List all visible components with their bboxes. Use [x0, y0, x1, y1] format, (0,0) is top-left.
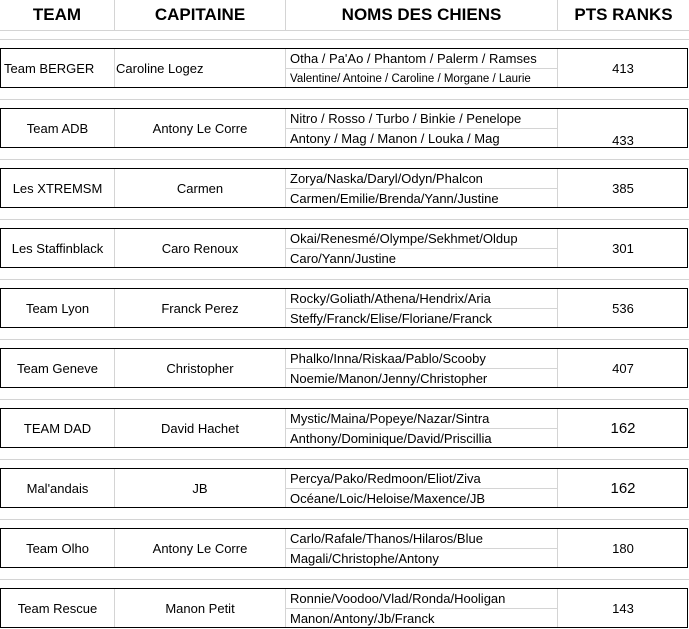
dog-names: Percya/Pako/Redmoon/Eliot/Ziva [290, 471, 481, 486]
handler-names: Caro/Yann/Justine [290, 251, 396, 266]
dog-names: Zorya/Naska/Daryl/Odyn/Phalcon [290, 171, 483, 186]
team-row [0, 228, 688, 268]
points-value: 180 [612, 540, 634, 556]
row-gap-line [0, 399, 689, 400]
captain-name: Antony Le Corre [152, 540, 248, 556]
captain-name: Christopher [166, 360, 234, 376]
handler-names: Steffy/Franck/Elise/Floriane/Franck [290, 311, 493, 326]
points-value: 407 [612, 360, 634, 376]
team-name: Team Geneve [17, 360, 98, 376]
team-name: Team Olho [26, 540, 89, 556]
captain-name: Franck Perez [161, 300, 239, 316]
row-gap-line [0, 99, 689, 100]
dog-names: Nitro / Rosso / Turbo / Binkie / Penelope [290, 111, 522, 126]
captain-name: Caroline Logez [116, 60, 204, 76]
row-gap-line [0, 39, 689, 40]
row-gap-line [0, 519, 689, 520]
handler-names: Carmen/Emilie/Brenda/Yann/Justine [290, 191, 499, 206]
captain-name: Antony Le Corre [152, 120, 248, 136]
team-row [0, 348, 688, 388]
handler-names: Anthony/Dominique/David/Priscillia [290, 431, 492, 446]
captain-name: Carmen [176, 180, 224, 196]
team-row [0, 408, 688, 448]
handler-names: Antony / Mag / Manon / Louka / Mag [290, 131, 500, 146]
dog-names: Carlo/Rafale/Thanos/Hilaros/Blue [290, 531, 483, 546]
team-name: Team Lyon [25, 300, 90, 316]
header-bottom-line [0, 30, 689, 31]
points-value: 536 [612, 300, 634, 316]
dog-names: Ronnie/Voodoo/Vlad/Ronda/Hooligan [290, 591, 506, 606]
captain-name: JB [192, 480, 208, 496]
cell-divider [114, 49, 115, 87]
team-row [0, 528, 688, 568]
header-captain: CAPITAINE [154, 5, 246, 24]
team-row [0, 108, 688, 148]
row-gap-line [0, 279, 689, 280]
team-row [0, 468, 688, 508]
row-gap-line [0, 339, 689, 340]
team-name: Team Rescue [17, 600, 98, 616]
team-row [0, 288, 688, 328]
team-name: Les Staffinblack [11, 240, 104, 256]
points-value: 162 [610, 479, 636, 497]
points-value: 433 [612, 132, 634, 148]
points-value: 143 [612, 600, 634, 616]
team-name: Les XTREMSM [12, 180, 103, 196]
points-value: 385 [612, 180, 634, 196]
team-row [0, 48, 688, 88]
captain-name: Caro Renoux [161, 240, 239, 256]
team-name: Mal'andais [26, 480, 89, 496]
handler-names: Noemie/Manon/Jenny/Christopher [290, 371, 488, 386]
header-team: TEAM [32, 5, 82, 24]
row-gap-line [0, 459, 689, 460]
points-value: 162 [610, 419, 636, 437]
header-points: PTS RANKS [574, 5, 673, 24]
points-value: 413 [612, 60, 634, 76]
row-gap-line [0, 579, 689, 580]
dog-names: Rocky/Goliath/Athena/Hendrix/Aria [290, 291, 491, 306]
handler-names: Magali/Christophe/Antony [290, 551, 439, 566]
row-gap-line [0, 159, 689, 160]
row-gap-line [0, 219, 689, 220]
header-dogs: NOMS DES CHIENS [341, 5, 502, 24]
team-name: Team ADB [26, 120, 89, 136]
handler-names: Manon/Antony/Jb/Franck [290, 611, 435, 626]
dog-names: Okai/Renesmé/Olympe/Sekhmet/Oldup [290, 231, 518, 246]
dog-names: Mystic/Maina/Popeye/Nazar/Sintra [290, 411, 490, 426]
captain-name: Manon Petit [165, 600, 235, 616]
team-row [0, 588, 688, 628]
handler-names: Océane/Loic/Heloise/Maxence/JB [290, 491, 486, 506]
team-row [0, 168, 688, 208]
team-name: TEAM DAD [23, 420, 92, 436]
points-value: 301 [612, 240, 634, 256]
dog-names: Otha / Pa'Ao / Phantom / Palerm / Ramses [290, 51, 537, 66]
dog-names: Phalko/Inna/Riskaa/Pablo/Scooby [290, 351, 486, 366]
handler-names: Valentine/ Antoine / Caroline / Morgane / Laurie [290, 72, 531, 85]
captain-name: David Hachet [160, 420, 240, 436]
team-name: Team BERGER [4, 60, 95, 76]
